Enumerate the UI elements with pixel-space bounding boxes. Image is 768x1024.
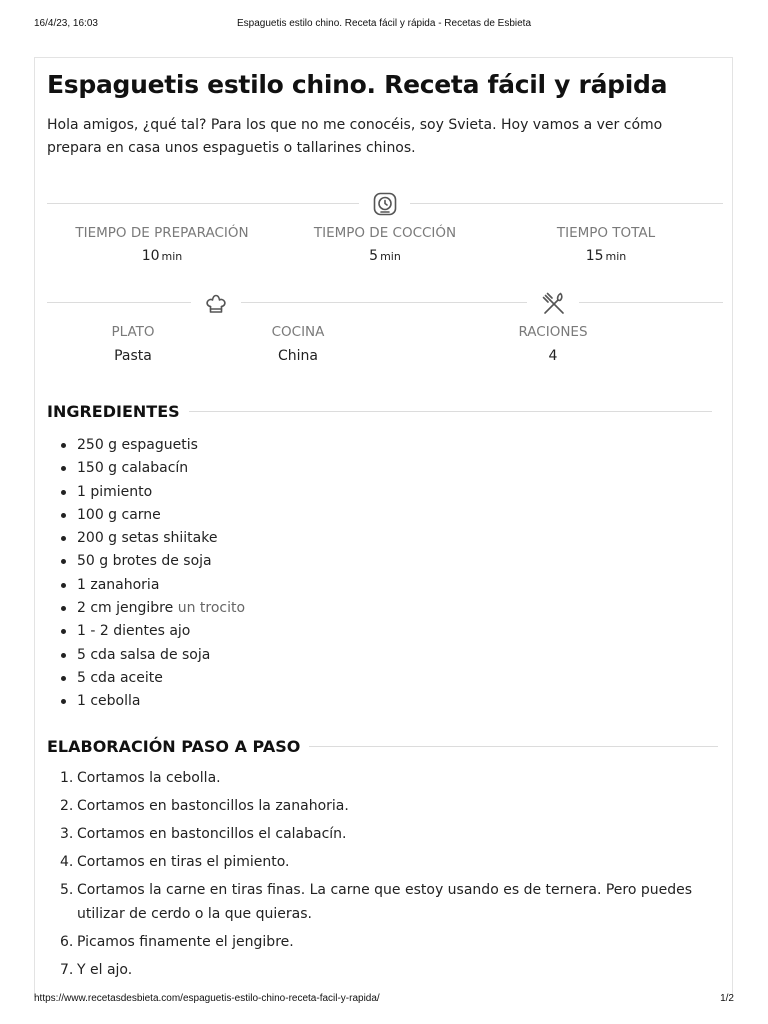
servings-value: 4 (548, 348, 558, 364)
prep-time-value (62, 248, 262, 264)
servings-label: RACIONES (518, 324, 588, 340)
step-number: 5. (60, 882, 74, 898)
recipe-title: Espaguetis estilo chino. Receta fácil y rápida (47, 70, 668, 99)
step-number: 3. (60, 826, 74, 842)
step-number: 6. (60, 933, 74, 950)
ingredient-item: 5 cda salsa de soja (47, 644, 245, 667)
ingredient-item: 1 cebolla (47, 690, 245, 713)
ingredient-item: 1 zanahoria (47, 574, 245, 597)
cook-time-number: 5 (369, 248, 379, 264)
chef-hat-icon (203, 291, 229, 317)
prep-time-label: TIEMPO DE PREPARACIÓN (75, 225, 249, 241)
step-item: 4. Cortamos en tiras el pimiento. (47, 851, 723, 875)
steps-list (47, 767, 723, 987)
course-label: PLATO (111, 324, 155, 340)
prep-time-number: 10 (141, 248, 160, 264)
ingredient-item: 5 cda aceite (47, 667, 245, 690)
step-item: 6. Picamos finamente el jengibre. (47, 931, 723, 955)
total-time-number: 15 (585, 248, 604, 264)
print-url: https://www.recetasdesbieta.com/espaguetis-estilo-chino-receta-facil-y-rapida/ (34, 993, 380, 1004)
details-divider-middle (241, 302, 527, 303)
ingredients-heading-rule (189, 411, 712, 412)
print-page-number: 1/2 (720, 993, 734, 1004)
cook-time-label: TIEMPO DE COCCIÓN (313, 225, 457, 241)
ingredients-heading: INGREDIENTES (47, 402, 180, 421)
steps-heading: ELABORACIÓN PASO A PASO (47, 737, 301, 756)
ingredient-item: 1 pimiento (47, 481, 245, 504)
print-page-title: Espaguetis estilo chino. Receta fácil y rápida - Recetas de Esbieta (236, 18, 532, 29)
step-item: 3. Cortamos en bastoncillos el calabacín. (47, 823, 723, 847)
cook-time-value (285, 248, 485, 264)
step-item: 2. Cortamos en bastoncillos la zanahoria. (47, 795, 723, 819)
ingredients-list (47, 434, 245, 714)
ingredient-item: 200 g setas shiitake (47, 527, 245, 550)
details-divider-left (47, 302, 191, 303)
times-divider-right (410, 203, 723, 204)
print-header (34, 18, 734, 32)
ingredient-item: 50 g brotes de soja (47, 550, 245, 573)
total-time-label: TIEMPO TOTAL (556, 225, 656, 241)
cuisine-label: COCINA (271, 324, 325, 340)
step-number: 7. (60, 961, 74, 978)
ingredient-item: 100 g carne (47, 504, 245, 527)
ingredient-item: 2 cm jengibre un trocito (47, 597, 245, 620)
step-item: 1. Cortamos la cebolla. (47, 767, 723, 791)
ingredient-item: 1 - 2 dientes ajo (47, 620, 245, 643)
ingredient-note: un trocito (177, 600, 246, 617)
times-divider-left (47, 203, 359, 204)
ingredient-item: 150 g calabacín (47, 457, 245, 480)
total-time-unit: min (605, 250, 627, 263)
course-value: Pasta (114, 348, 152, 364)
steps-heading-rule (309, 746, 718, 747)
recipe-intro: Hola amigos, ¿qué tal? Para los que no me conocéis, soy Svieta. Hoy vamos a ver cómo prepara en casa unos espaguetis o tallarines chinos. (47, 117, 663, 156)
step-number: 1. (60, 770, 74, 786)
step-item: 5. Cortamos la carne en tiras finas. La carne que estoy usando es de ternera. Pero puedes utilizar de cerdo o la que quieras. (47, 879, 723, 926)
step-number: 2. (60, 798, 74, 814)
timer-icon (372, 191, 398, 217)
print-footer (34, 993, 734, 1007)
prep-time-unit: min (161, 250, 183, 263)
details-divider-right (579, 302, 723, 303)
print-date: 16/4/23, 16:03 (34, 18, 98, 29)
total-time-value (506, 248, 706, 264)
utensils-icon (541, 291, 567, 317)
cuisine-value: China (278, 348, 318, 364)
ingredient-item: 250 g espaguetis (47, 434, 245, 457)
step-number: 4. (60, 854, 74, 870)
step-item: 7. Y el ajo. (47, 959, 723, 983)
cook-time-unit: min (380, 250, 401, 263)
